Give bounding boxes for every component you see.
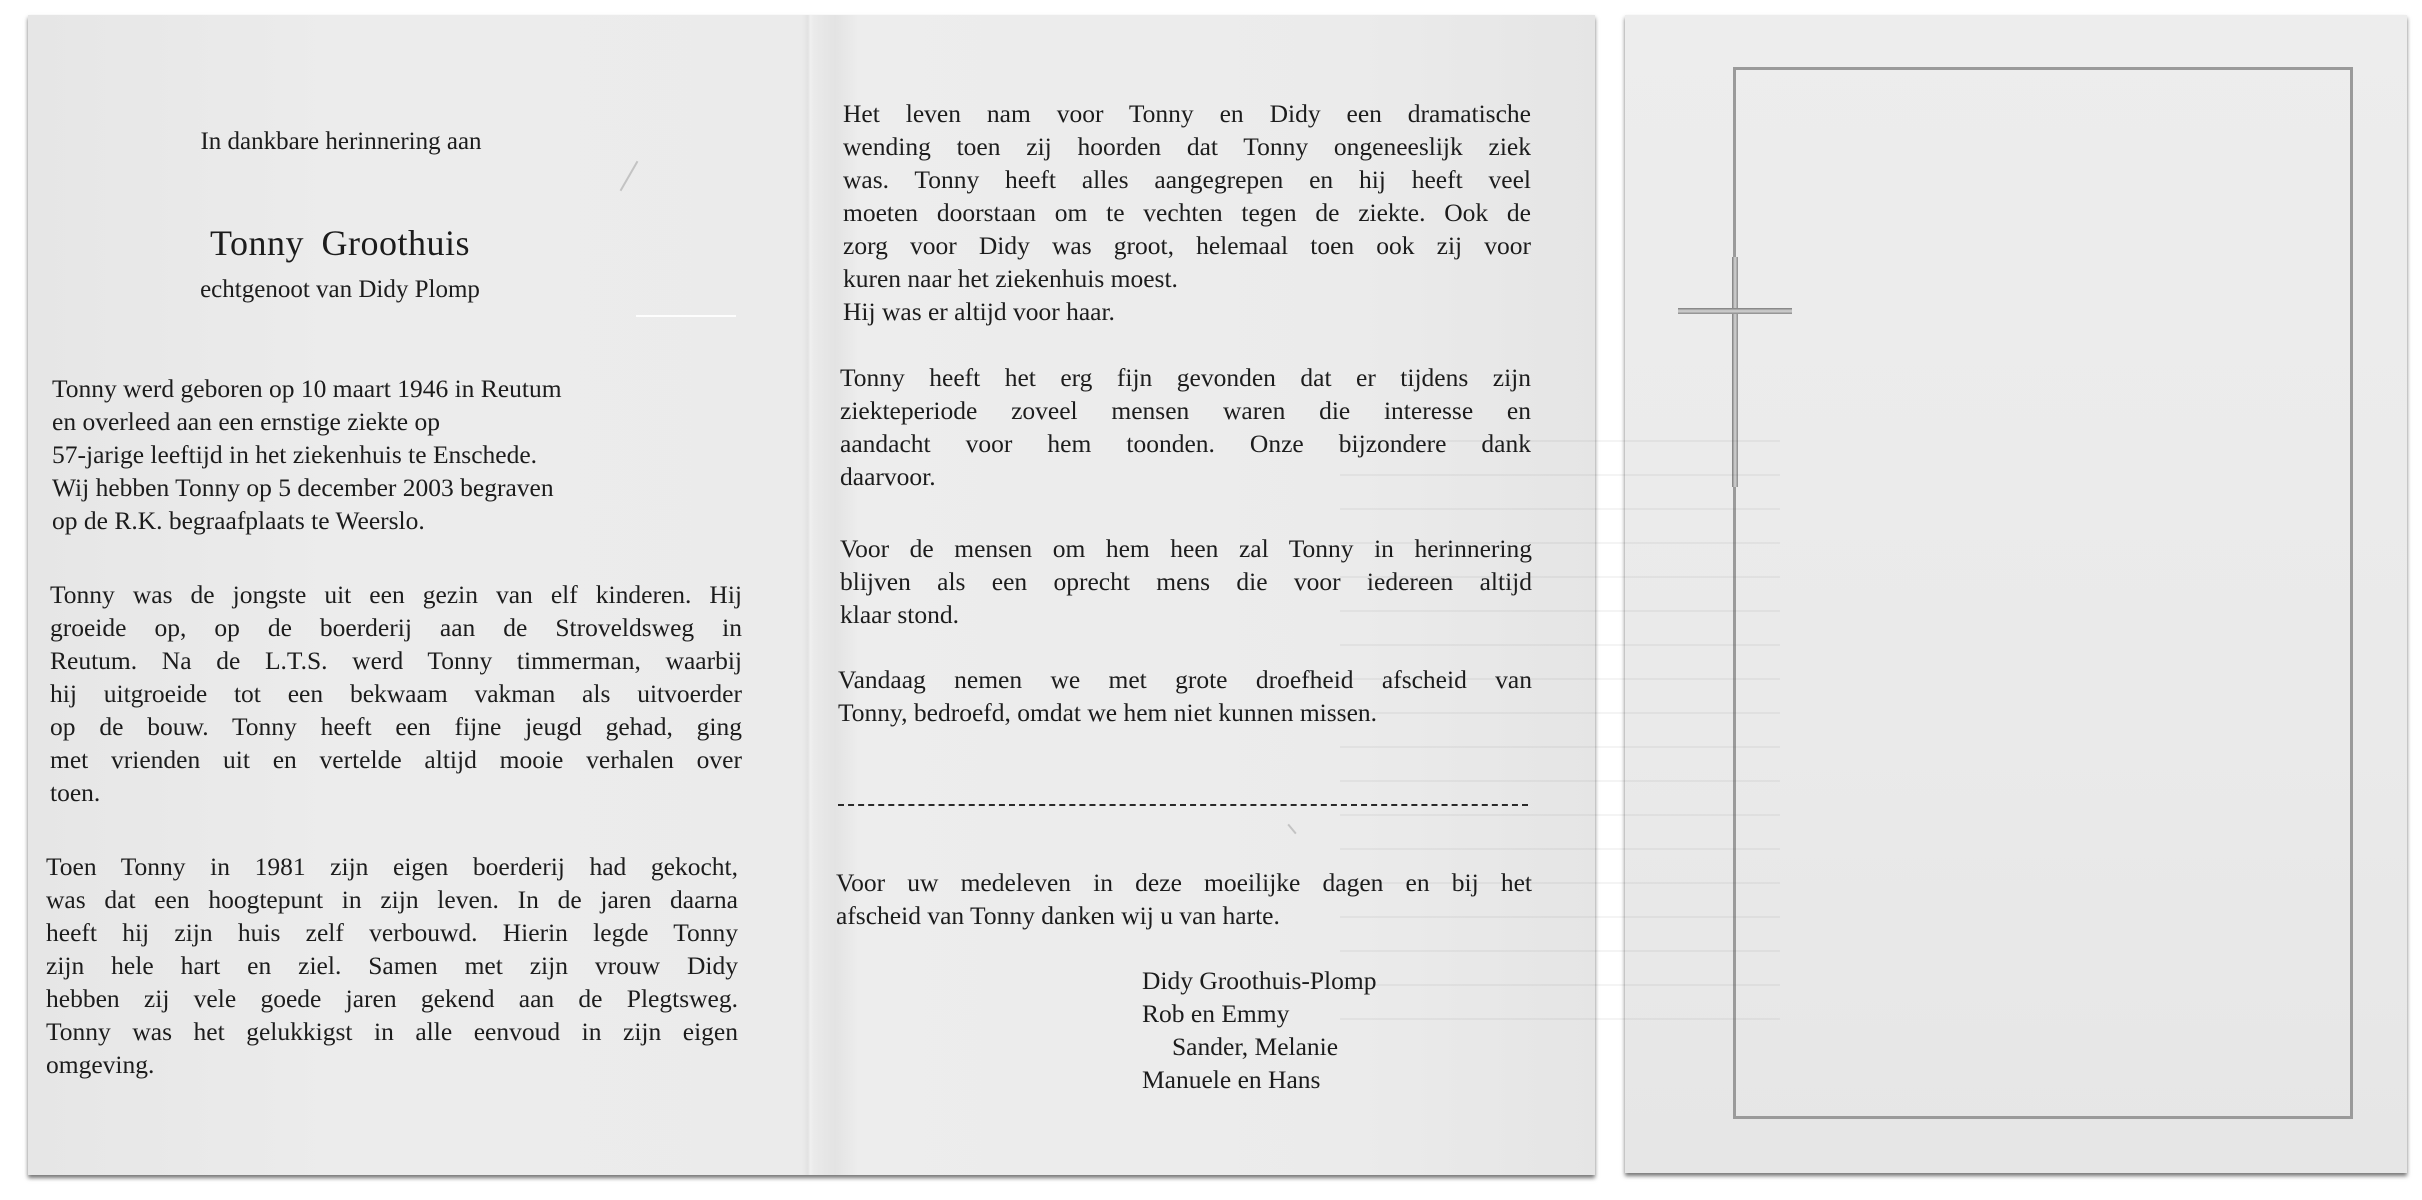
text-line: kuren naar het ziekenhuis moest.: [843, 264, 1178, 293]
paragraph-thanks: [836, 866, 1532, 932]
text-line: Tonny werd geboren op 10 maart 1946 in Reutum: [52, 374, 562, 403]
text-line: Wij hebben Tonny op 5 december 2003 begraven: [52, 473, 554, 502]
text-line: en overleed aan een ernstige ziekte op: [52, 407, 440, 436]
text-line: omgeving.: [46, 1050, 155, 1079]
text-line: afscheid van Tonny danken wij u van harte.: [836, 901, 1280, 930]
text-line: hij uitgroeide tot een bekwaam vakman als uitvoerder: [50, 679, 742, 708]
text-line: zijn hele hart en ziel. Samen met zijn vrouw Didy: [46, 951, 738, 980]
paragraph-birth-death: [52, 372, 692, 537]
text-line: Het leven nam voor Tonny en Didy een dramatische: [843, 99, 1531, 128]
text-line: wending toen zij hoorden dat Tonny ongeneeslijk ziek: [843, 132, 1531, 161]
text-line: was dat een hoogtepunt in zijn leven. In de jaren daarna: [46, 885, 738, 914]
text-line: Reutum. Na de L.T.S. werd Tonny timmerman, waarbij: [50, 646, 742, 675]
back-border-frame: [1733, 67, 2353, 1119]
text-line: met vrienden uit en vertelde altijd mooie verhalen over: [50, 745, 742, 774]
text-line: Vandaag nemen we met grote droefheid afscheid van: [838, 665, 1532, 694]
text-line: Tonny was het gelukkigst in alle eenvoud in zijn eigen: [46, 1017, 738, 1046]
signature-line: Didy Groothuis-Plomp: [1142, 966, 1377, 995]
paper-scratch: [636, 315, 736, 317]
cross-icon-crossbar: [1678, 308, 1792, 314]
text-line: aandacht voor hem toonden. Onze bijzondere dank: [840, 429, 1531, 458]
show-through-text-shadow: [1340, 440, 1780, 1040]
text-line: Hij was er altijd voor haar.: [843, 297, 1115, 326]
text-line: ziekteperiode zoveel mensen waren die interesse en: [840, 396, 1531, 425]
text-line: Tonny was de jongste uit een gezin van elf kinderen. Hij: [50, 580, 742, 609]
signatures-block: [1142, 964, 1502, 1096]
text-line: blijven als een oprecht mens die voor iedereen altijd: [840, 567, 1532, 596]
paragraph-illness: [843, 97, 1531, 328]
spouse-line: echtgenoot van Didy Plomp: [200, 276, 480, 303]
text-line: Tonny heeft het erg fijn gevonden dat er tijdens zijn: [840, 363, 1531, 392]
text-line: was. Tonny heeft alles aangegrepen en hij heeft veel: [843, 165, 1531, 194]
paragraph-gratitude: [840, 361, 1531, 493]
text-line: hebben zij vele goede jaren gekend aan de Plegtsweg.: [46, 984, 738, 1013]
text-line: daarvoor.: [840, 462, 936, 491]
intro-line: In dankbare herinnering aan: [200, 128, 482, 155]
text-line: heeft hij zijn huis zelf verbouwd. Hierin legde Tonny: [46, 918, 738, 947]
text-line: Voor uw medeleven in deze moeilijke dagen en bij het: [836, 868, 1532, 897]
signature-line: Rob en Emmy: [1142, 999, 1290, 1028]
text-line: zorg voor Didy was groot, helemaal toen ook zij voor: [843, 231, 1531, 260]
text-line: op de R.K. begraafplaats te Weerslo.: [52, 506, 425, 535]
signature-line: Sander, Melanie: [1172, 1032, 1339, 1061]
paragraph-memory: [840, 532, 1532, 631]
text-line: op de bouw. Tonny heeft een fijne jeugd gehad, ging: [50, 712, 742, 741]
text-line: klaar stond.: [840, 600, 959, 629]
paragraph-youth: [50, 578, 742, 809]
card-fold-line: [802, 15, 814, 1175]
text-line: 57-jarige leeftijd in het ziekenhuis te Enschede.: [52, 440, 538, 469]
paragraph-farewell: [838, 663, 1532, 729]
text-line: Voor de mensen om hem heen zal Tonny in herinnering: [840, 534, 1532, 563]
text-line: toen.: [50, 778, 101, 807]
signature-line: Manuele en Hans: [1142, 1065, 1321, 1094]
text-line: groeide op, op de boerderij aan de Stroveldsweg in: [50, 613, 742, 642]
text-line: Tonny, bedroefd, omdat we hem niet kunnen missen.: [838, 698, 1378, 727]
dashed-divider: [838, 804, 1528, 806]
paragraph-farm: [46, 850, 738, 1081]
text-line: moeten doorstaan om te vechten tegen de ziekte. Ook de: [843, 198, 1531, 227]
deceased-name: Tonny Groothuis: [210, 223, 470, 263]
text-line: Toen Tonny in 1981 zijn eigen boerderij had gekocht,: [46, 852, 738, 881]
